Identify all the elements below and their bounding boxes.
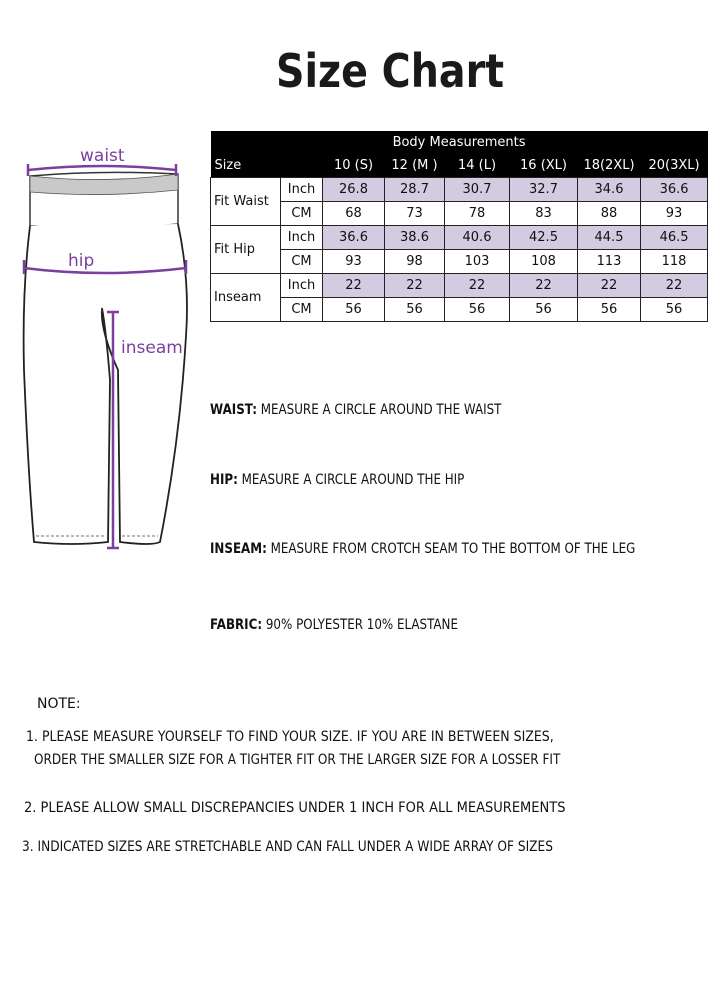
value-cell: 30.7 xyxy=(445,178,510,202)
leggings-diagram xyxy=(0,140,210,710)
row-label-waist: Fit Waist xyxy=(211,178,281,226)
page-title: Size Chart xyxy=(275,44,504,98)
value-cell: 56 xyxy=(510,298,578,322)
value-cell: 44.5 xyxy=(578,226,641,250)
definition-fabric xyxy=(210,617,458,633)
definition-hip xyxy=(210,472,464,488)
size-header: Size xyxy=(211,153,323,178)
definition-term: INSEAM: xyxy=(210,541,267,557)
size-table xyxy=(210,131,708,322)
value-cell: 28.7 xyxy=(385,178,445,202)
value-cell: 118 xyxy=(641,250,708,274)
table-row xyxy=(211,298,708,322)
unit-cell: CM xyxy=(281,202,323,226)
value-cell: 34.6 xyxy=(578,178,641,202)
definition-inseam xyxy=(210,541,635,557)
size-col: 14 (L) xyxy=(445,153,510,178)
table-row xyxy=(211,202,708,226)
value-cell: 98 xyxy=(385,250,445,274)
waist-label: waist xyxy=(80,146,125,166)
table-row xyxy=(211,274,708,298)
value-cell: 26.8 xyxy=(323,178,385,202)
value-cell: 38.6 xyxy=(385,226,445,250)
table-row xyxy=(211,178,708,202)
note-3: 3. INDICATED SIZES ARE STRETCHABLE AND CAN FALL UNDER A WIDE ARRAY OF SIZES xyxy=(22,839,553,855)
note-2: 2. PLEASE ALLOW SMALL DISCREPANCIES UNDER 1 INCH FOR ALL MEASUREMENTS xyxy=(24,800,566,816)
note-1-line-2: ORDER THE SMALLER SIZE FOR A TIGHTER FIT OR THE LARGER SIZE FOR A LOSSER FIT xyxy=(34,752,561,768)
definition-term: HIP: xyxy=(210,472,238,488)
value-cell: 22 xyxy=(578,274,641,298)
unit-cell: Inch xyxy=(281,226,323,250)
size-col: 18(2XL) xyxy=(578,153,641,178)
value-cell: 46.5 xyxy=(641,226,708,250)
value-cell: 93 xyxy=(641,202,708,226)
waist-measure-line xyxy=(28,166,176,170)
value-cell: 113 xyxy=(578,250,641,274)
unit-cell: Inch xyxy=(281,178,323,202)
size-col: 12 (M ) xyxy=(385,153,445,178)
value-cell: 103 xyxy=(445,250,510,274)
value-cell: 22 xyxy=(385,274,445,298)
value-cell: 22 xyxy=(445,274,510,298)
unit-cell: CM xyxy=(281,298,323,322)
value-cell: 56 xyxy=(641,298,708,322)
value-cell: 73 xyxy=(385,202,445,226)
definition-term: WAIST: xyxy=(210,402,257,418)
definition-text: 90% POLYESTER 10% ELASTANE xyxy=(262,617,458,633)
value-cell: 56 xyxy=(578,298,641,322)
hip-label: hip xyxy=(68,251,95,271)
size-col: 10 (S) xyxy=(323,153,385,178)
value-cell: 42.5 xyxy=(510,226,578,250)
size-col: 20(3XL) xyxy=(641,153,708,178)
table-row xyxy=(211,226,708,250)
definition-text: MEASURE A CIRCLE AROUND THE WAIST xyxy=(256,402,502,418)
definition-waist xyxy=(210,402,501,418)
table-caption: Body Measurements xyxy=(211,131,708,153)
value-cell: 56 xyxy=(323,298,385,322)
note-1-line-1: 1. PLEASE MEASURE YOURSELF TO FIND YOUR SIZE. IF YOU ARE IN BETWEEN SIZES, xyxy=(26,729,554,745)
row-label-hip: Fit Hip xyxy=(211,226,281,274)
unit-cell: CM xyxy=(281,250,323,274)
size-col: 16 (XL) xyxy=(510,153,578,178)
row-label-inseam: Inseam xyxy=(211,274,281,322)
value-cell: 78 xyxy=(445,202,510,226)
value-cell: 93 xyxy=(323,250,385,274)
table-row xyxy=(211,250,708,274)
value-cell: 88 xyxy=(578,202,641,226)
value-cell: 83 xyxy=(510,202,578,226)
value-cell: 36.6 xyxy=(641,178,708,202)
value-cell: 36.6 xyxy=(323,226,385,250)
unit-cell: Inch xyxy=(281,274,323,298)
value-cell: 56 xyxy=(385,298,445,322)
value-cell: 40.6 xyxy=(445,226,510,250)
value-cell: 22 xyxy=(641,274,708,298)
definition-term: FABRIC: xyxy=(210,617,263,633)
definition-text: MEASURE FROM CROTCH SEAM TO THE BOTTOM OF THE LEG xyxy=(266,541,636,557)
value-cell: 22 xyxy=(510,274,578,298)
notes-heading: NOTE: xyxy=(37,696,81,712)
definition-text: MEASURE A CIRCLE AROUND THE HIP xyxy=(237,472,465,488)
value-cell: 32.7 xyxy=(510,178,578,202)
value-cell: 108 xyxy=(510,250,578,274)
value-cell: 22 xyxy=(323,274,385,298)
value-cell: 68 xyxy=(323,202,385,226)
inseam-label: inseam xyxy=(121,338,183,358)
value-cell: 56 xyxy=(445,298,510,322)
